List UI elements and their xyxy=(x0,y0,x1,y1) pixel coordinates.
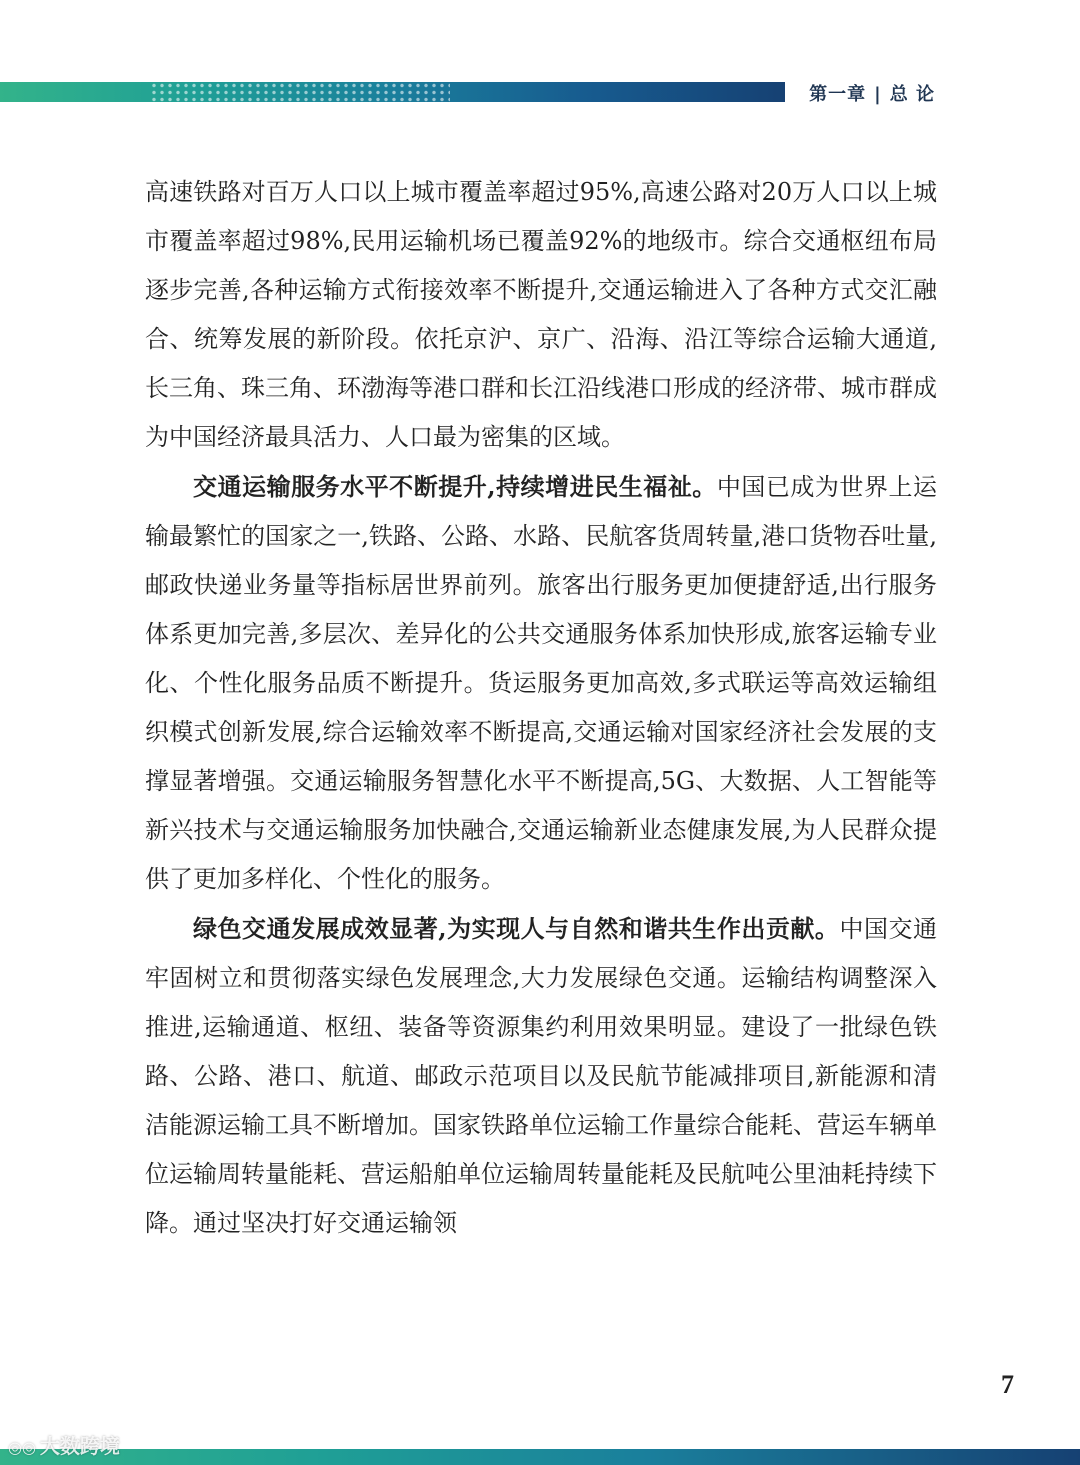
paragraph-1-text: 高速铁路对百万人口以上城市覆盖率超过95%,高速公路对20万人口以上城市覆盖率超过98%,民用运输机场已覆盖92%的地级市。综合交通枢纽布局逐步完善,各种运输方式衔接效率不断提升,交通运输进入了各种方式交汇融合、统筹发展的新阶段。依托京沪、京广、沿海、沿江等综合运输大通道,长三角、珠三角、环渤海等港口群和长江沿线港口形成的经济带、城市群成为中国经济最具活力、人口最为密集的区域。 xyxy=(145,178,937,451)
paragraph-3 xyxy=(145,904,937,1248)
paragraph-3-text: 中国交通牢固树立和贯彻落实绿色发展理念,大力发展绿色交通。运输结构调整深入推进,运输通道、枢纽、装备等资源集约利用效果明显。建设了一批绿色铁路、公路、港口、航道、邮政示范项目以及民航节能减排项目,新能源和清洁能源运输工具不断增加。国家铁路单位运输工作量综合能耗、营运车辆单位运输周转量能耗、营运船舶单位运输周转量能耗及民航吨公里油耗持续下降。通过坚决打好交通运输领 xyxy=(145,915,938,1237)
header-dot-pattern xyxy=(150,82,450,102)
watermark-logo-icon: ◎◎ xyxy=(8,1438,36,1457)
paragraph-2-lead: 交通运输服务水平不断提升,持续增进民生福祉。 xyxy=(193,472,717,501)
watermark xyxy=(8,1430,120,1459)
chapter-number: 第一章 xyxy=(809,84,867,105)
page-number: 7 xyxy=(1001,1370,1014,1399)
paragraph-2-text: 中国已成为世界上运输最繁忙的国家之一,铁路、公路、水路、民航客货周转量,港口货物吞吐量,邮政快递业务量等指标居世界前列。旅客出行服务更加便捷舒适,出行服务体系更加完善,多层次、差异化的公共交通服务体系加快形成,旅客运输专业化、个性化服务品质不断提升。货运服务更加高效,多式联运等高效运输组织模式创新发展,综合运输效率不断提高,交通运输对国家经济社会发展的支撑显著增强。交通运输服务智慧化水平不断提高,5G、大数据、人工智能等新兴技术与交通运输服务加快融合,交通运输新业态健康发展,为人民群众提供了更加多样化、个性化的服务。 xyxy=(145,473,937,893)
chapter-title: 总 论 xyxy=(889,84,935,105)
footer-gradient-band xyxy=(0,1449,1080,1465)
watermark-text: 大数跨境 xyxy=(39,1434,120,1458)
paragraph-3-lead: 绿色交通发展成效显著,为实现人与自然和谐共生作出贡献。 xyxy=(193,914,840,943)
chapter-label xyxy=(809,80,935,106)
chapter-separator: | xyxy=(874,84,882,105)
paragraph-1 xyxy=(145,168,937,462)
body-text xyxy=(145,168,937,1248)
paragraph-2 xyxy=(145,462,937,904)
